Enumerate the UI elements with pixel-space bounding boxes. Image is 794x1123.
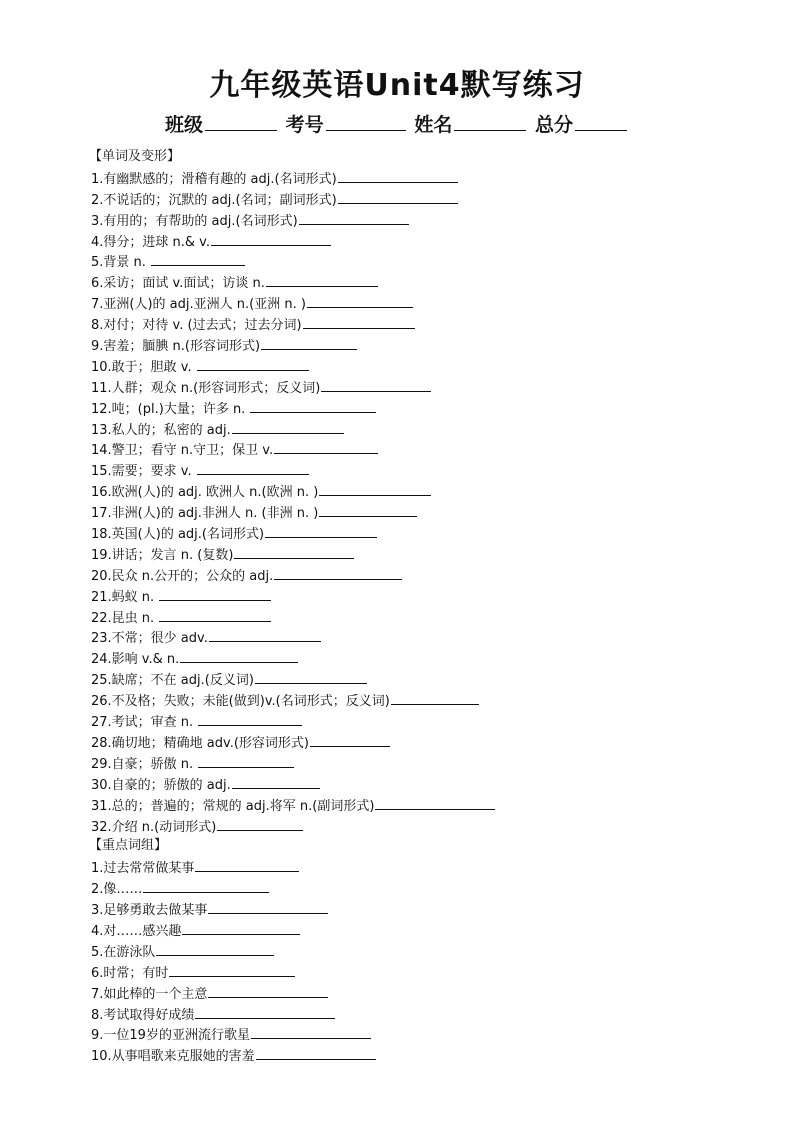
exercise-item <box>91 544 731 565</box>
answer-blank[interactable] <box>169 962 295 977</box>
exercise-item <box>91 356 731 377</box>
exercise-prompt: 21.蚂蚁 n. <box>91 589 159 605</box>
number-label: 考号 <box>285 114 324 136</box>
exercise-prompt: 20.民众 n.公开的；公众的 adj. <box>91 568 274 584</box>
answer-blank[interactable] <box>250 398 376 413</box>
exercise-prompt: 12.吨；(pl.)大量；许多 n. <box>91 401 250 417</box>
exercise-prompt: 29.自豪；骄傲 n. <box>91 756 198 772</box>
student-info-row <box>0 110 794 137</box>
answer-blank[interactable] <box>256 1045 376 1060</box>
answer-blank[interactable] <box>143 878 269 893</box>
exercise-prompt: 19.讲话；发言 n. (复数) <box>91 547 234 563</box>
exercise-prompt: 9.一位19岁的亚洲流行歌星 <box>91 1028 250 1044</box>
answer-blank[interactable] <box>198 753 294 768</box>
section-heading: 【重点词组】 <box>89 838 168 854</box>
exercise-prompt: 4.对……感兴趣 <box>91 923 182 939</box>
exercise-item <box>91 899 731 920</box>
exercise-item <box>91 690 731 711</box>
exercise-prompt: 22.昆虫 n. <box>91 610 159 626</box>
answer-blank[interactable] <box>211 231 331 246</box>
answer-blank[interactable] <box>321 377 431 392</box>
answer-blank[interactable] <box>266 272 378 287</box>
exercise-prompt: 7.如此棒的一个主意 <box>91 986 208 1002</box>
exercise-prompt: 2.不说话的；沉默的 adj.(名词；副词形式) <box>91 192 337 208</box>
exercise-prompt: 15.需要；要求 v. <box>91 464 196 480</box>
answer-blank[interactable] <box>391 690 479 705</box>
exercise-prompt: 11.人群；观众 n.(形容词形式；反义词) <box>91 380 321 396</box>
exercise-item <box>91 335 731 356</box>
exercise-prompt: 30.自豪的；骄傲的 adj. <box>91 777 231 793</box>
exercise-prompt: 26.不及格；失败；未能(做到)v.(名词形式；反义词) <box>91 694 390 710</box>
answer-blank[interactable] <box>197 356 309 371</box>
exercise-item <box>91 586 731 607</box>
exercise-prompt: 8.考试取得好成绩 <box>91 1007 195 1023</box>
exercise-item <box>91 189 731 210</box>
exercise-item <box>91 377 731 398</box>
answer-blank[interactable] <box>265 523 377 538</box>
exercise-item <box>91 523 731 544</box>
exercise-item <box>91 168 731 189</box>
exercise-prompt: 10.敢于；胆敢 v. <box>91 359 196 375</box>
exercise-item <box>91 607 731 628</box>
exercise-item <box>91 565 731 586</box>
exercise-prompt: 24.影响 v.& n. <box>91 652 180 668</box>
answer-blank[interactable] <box>234 544 354 559</box>
answer-blank[interactable] <box>299 210 409 225</box>
exercise-item <box>91 439 731 460</box>
answer-blank[interactable] <box>251 1024 371 1039</box>
answer-blank[interactable] <box>303 314 415 329</box>
exercise-item <box>91 502 731 523</box>
exercise-item <box>91 210 731 231</box>
answer-blank[interactable] <box>217 816 303 831</box>
exercise-item <box>91 648 731 669</box>
score-blank <box>575 112 627 131</box>
exercise-list <box>91 147 731 1066</box>
class-blank <box>205 112 277 131</box>
exercise-prompt: 6.时常；有时 <box>91 965 169 981</box>
section-heading: 【单词及变形】 <box>89 149 181 164</box>
exercise-prompt: 10.从事唱歌来克服她的害羞 <box>91 1049 255 1065</box>
exercise-prompt: 13.私人的；私密的 adj. <box>91 422 231 438</box>
answer-blank[interactable] <box>319 502 417 517</box>
exercise-item <box>91 816 731 837</box>
exercise-prompt: 18.英国(人)的 adj.(名词形式) <box>91 527 265 543</box>
exercise-item <box>91 732 731 753</box>
answer-blank[interactable] <box>274 565 402 580</box>
exercise-prompt: 3.足够勇敢去做某事 <box>91 903 208 919</box>
exercise-item <box>91 398 731 419</box>
answer-blank[interactable] <box>255 669 367 684</box>
answer-blank[interactable] <box>159 586 271 601</box>
answer-blank[interactable] <box>232 774 320 789</box>
exercise-prompt: 4.得分；进球 n.& v. <box>91 234 210 250</box>
exercise-item <box>91 481 731 502</box>
page-title: 九年级英语Unit4默写练习 <box>209 68 585 103</box>
exercise-item <box>91 1045 731 1066</box>
answer-blank[interactable] <box>375 795 495 810</box>
exercise-item <box>91 920 731 941</box>
exercise-item <box>91 1004 731 1025</box>
answer-blank[interactable] <box>209 627 321 642</box>
exercise-item <box>91 627 731 648</box>
answer-blank[interactable] <box>261 335 357 350</box>
exercise-item <box>91 314 731 335</box>
name-blank <box>454 112 526 131</box>
exercise-prompt: 2.像…… <box>91 882 143 898</box>
exercise-item <box>91 857 731 878</box>
name-label: 姓名 <box>414 114 453 136</box>
exercise-item <box>91 941 731 962</box>
exercise-prompt: 9.害羞；腼腆 n.(形容词形式) <box>91 339 261 355</box>
score-label: 总分 <box>534 114 573 136</box>
exercise-prompt: 23.不常；很少 adv. <box>91 631 208 647</box>
answer-blank[interactable] <box>319 481 431 496</box>
answer-blank[interactable] <box>151 251 245 266</box>
answer-blank[interactable] <box>195 1004 335 1019</box>
exercise-item <box>91 774 731 795</box>
exercise-prompt: 8.对付；对待 v. (过去式；过去分词) <box>91 318 302 334</box>
exercise-item <box>91 983 731 1004</box>
exercise-prompt: 14.警卫；看守 n.守卫；保卫 v. <box>91 443 274 459</box>
exercise-prompt: 28.确切地；精确地 adv.(形容词形式) <box>91 735 309 751</box>
exercise-prompt: 25.缺席；不在 adj.(反义词) <box>91 673 254 689</box>
answer-blank[interactable] <box>159 607 271 622</box>
answer-blank[interactable] <box>338 168 458 183</box>
answer-blank[interactable] <box>208 899 328 914</box>
exercise-item <box>91 251 731 272</box>
exercise-prompt: 5.在游泳队 <box>91 944 156 960</box>
answer-blank[interactable] <box>156 941 274 956</box>
answer-blank[interactable] <box>195 857 299 872</box>
answer-blank[interactable] <box>198 711 302 726</box>
exercise-item <box>91 1024 731 1045</box>
answer-blank[interactable] <box>180 648 298 663</box>
answer-blank[interactable] <box>310 732 390 747</box>
exercise-prompt: 31.总的；普遍的；常规的 adj.将军 n.(副词形式) <box>91 798 375 814</box>
exercise-item <box>91 962 731 983</box>
exercise-prompt: 1.过去常常做某事 <box>91 861 195 877</box>
exercise-prompt: 7.亚洲(人)的 adj.亚洲人 n.(亚洲 n. ) <box>91 297 306 313</box>
exercise-item <box>91 293 731 314</box>
exercise-item <box>91 878 731 899</box>
exercise-item <box>91 711 731 732</box>
exercise-prompt: 27.考试；审查 n. <box>91 715 198 731</box>
class-label: 班级 <box>165 114 204 136</box>
exercise-item <box>91 753 731 774</box>
exercise-item <box>91 419 731 440</box>
number-blank <box>326 112 406 131</box>
answer-blank[interactable] <box>232 419 344 434</box>
exercise-prompt: 5.背景 n. <box>91 255 151 271</box>
exercise-item <box>91 272 731 293</box>
exercise-item <box>91 460 731 481</box>
answer-blank[interactable] <box>307 293 413 308</box>
answer-blank[interactable] <box>274 439 378 454</box>
exercise-prompt: 17.非洲(人)的 adj.非洲人 n. (非洲 n. ) <box>91 506 319 522</box>
exercise-item <box>91 231 731 252</box>
exercise-prompt: 32.介绍 n.(动词形式) <box>91 819 217 835</box>
exercise-prompt: 1.有幽默感的；滑稽有趣的 adj.(名词形式) <box>91 171 337 187</box>
answer-blank[interactable] <box>208 983 328 998</box>
exercise-prompt: 3.有用的；有帮助的 adj.(名词形式) <box>91 213 298 229</box>
answer-blank[interactable] <box>197 460 309 475</box>
answer-blank[interactable] <box>338 189 458 204</box>
exercise-item <box>91 795 731 816</box>
answer-blank[interactable] <box>182 920 300 935</box>
exercise-prompt: 16.欧洲(人)的 adj. 欧洲人 n.(欧洲 n. ) <box>91 485 319 501</box>
exercise-item <box>91 669 731 690</box>
exercise-prompt: 6.采访；面试 v.面试；访谈 n. <box>91 276 265 292</box>
